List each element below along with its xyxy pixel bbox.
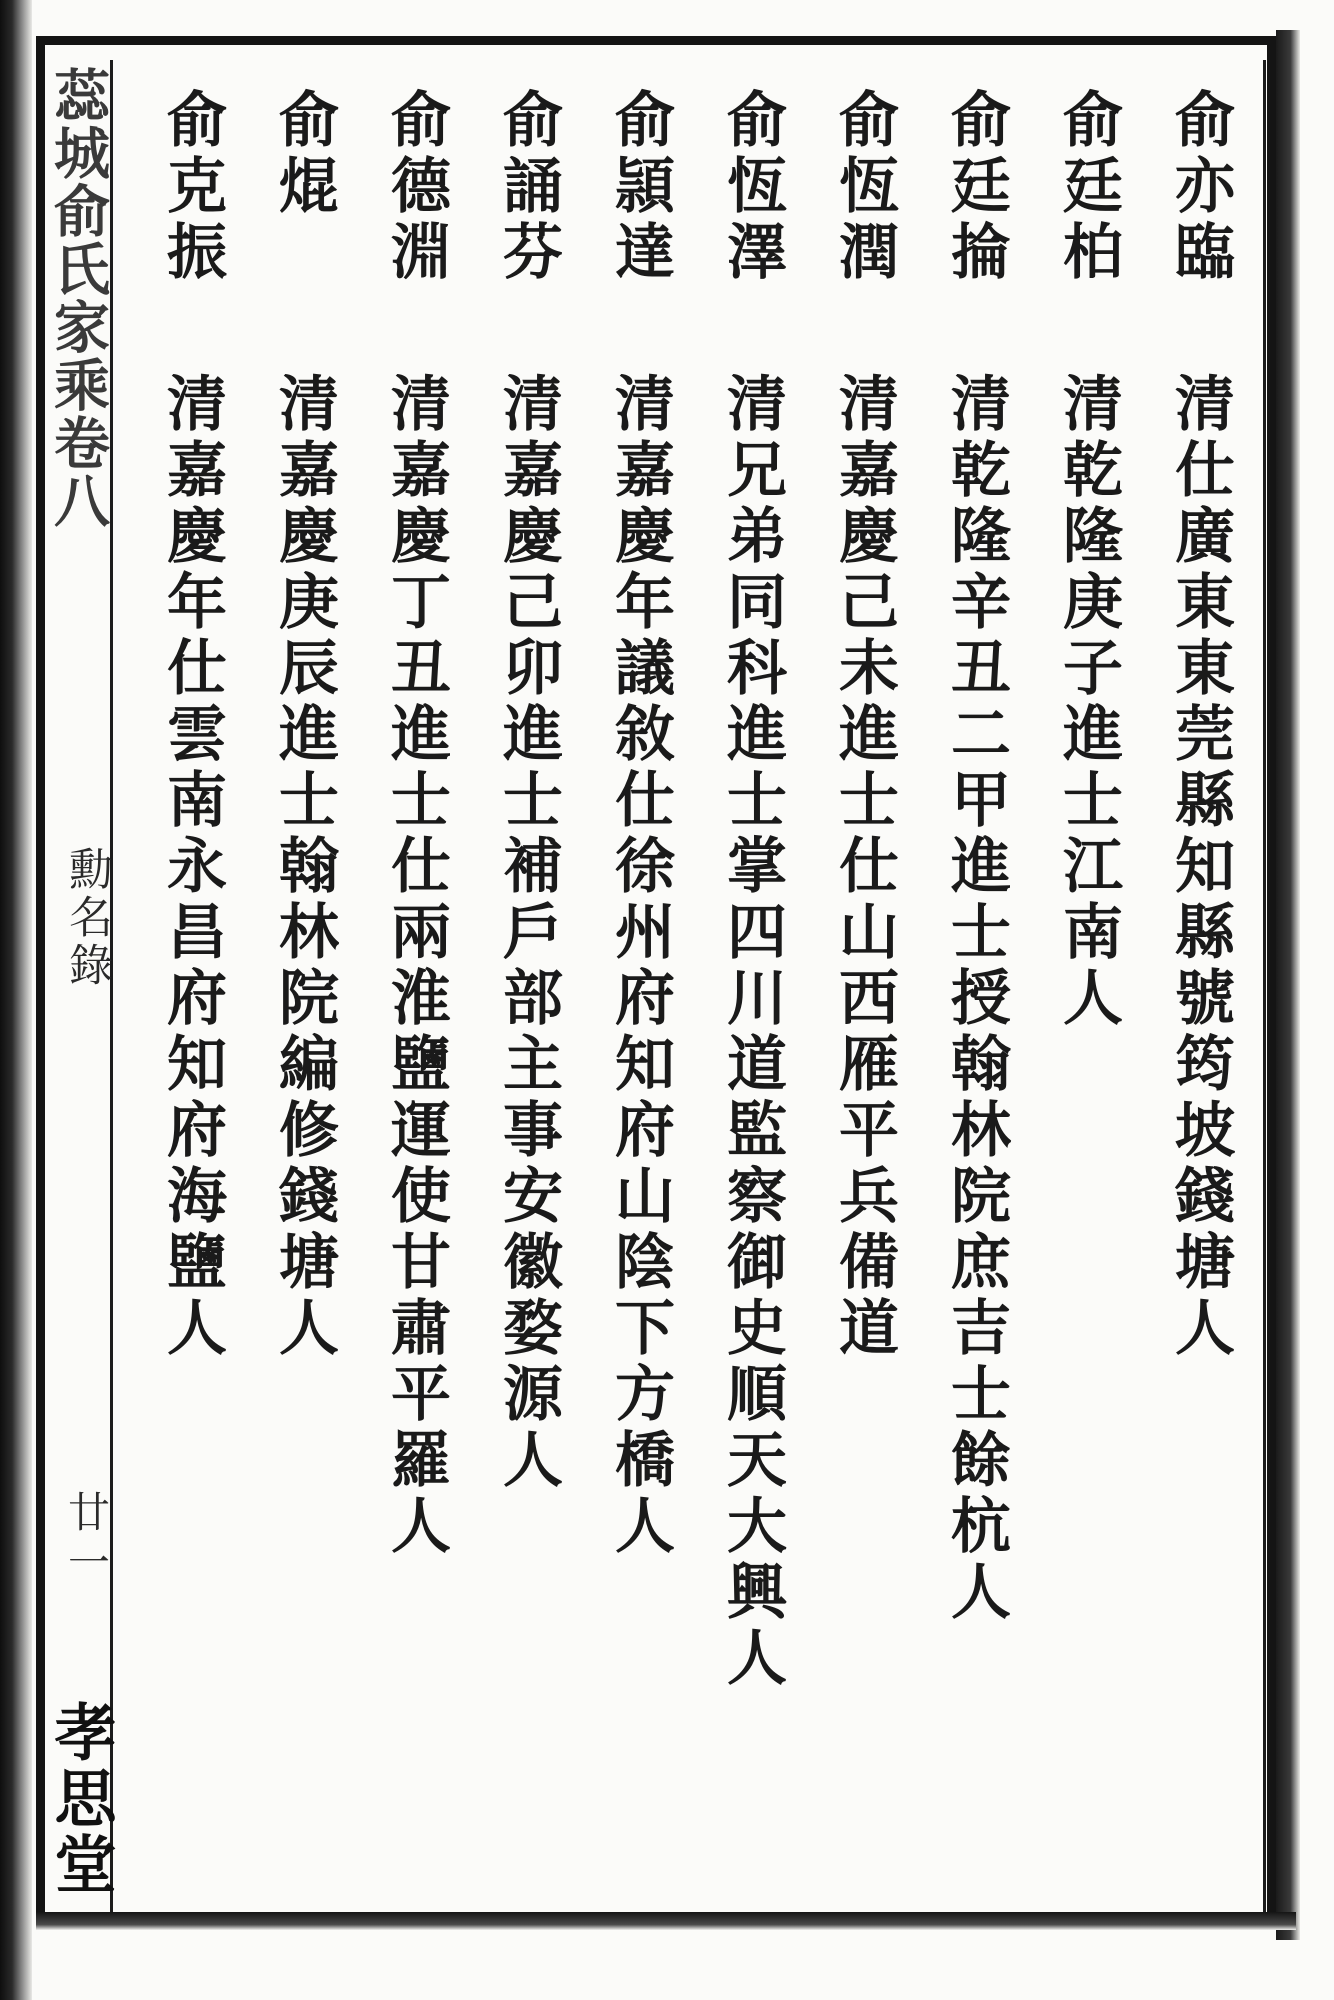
book-title: 蕊城俞氏家乘 xyxy=(45,66,111,414)
scan-gutter xyxy=(0,0,32,2000)
entry-name: 俞克振 xyxy=(157,88,227,286)
entry-description: 清嘉慶年仕雲南永昌府知府海鹽人 xyxy=(157,372,227,1362)
entry-name: 俞恆澤 xyxy=(717,88,787,286)
entry-name: 俞焜 xyxy=(269,88,339,220)
entry-description: 清兄弟同科進士掌四川道監察御史順天大興人 xyxy=(717,372,787,1692)
entry-description: 清嘉慶己卯進士補戶部主事安徽婺源人 xyxy=(493,372,563,1494)
entry-description: 清嘉慶己未進士仕山西雁平兵備道 xyxy=(829,372,899,1362)
entry-description: 清乾隆辛丑二甲進士授翰林院庶吉士餘杭人 xyxy=(941,372,1011,1626)
entry-description: 清嘉慶年議敘仕徐州府知府山陰下方橋人 xyxy=(605,372,675,1560)
entry-name: 俞廷掄 xyxy=(941,88,1011,286)
entry-description: 清嘉慶庚辰進士翰林院編修錢塘人 xyxy=(269,372,339,1362)
volume-number: 卷八 xyxy=(45,414,111,530)
entry-description: 清仕廣東東莞縣知縣號筠坡錢塘人 xyxy=(1165,372,1235,1362)
entry-description: 清乾隆庚子進士江南人 xyxy=(1053,372,1123,1032)
bottom-edge xyxy=(36,1912,1296,1930)
margin-title xyxy=(38,66,118,530)
hall-name: 孝思堂 xyxy=(44,1700,117,1898)
right-edge xyxy=(1276,30,1300,1940)
entry-name: 俞頴達 xyxy=(605,88,675,286)
section-name: 勳名錄 xyxy=(61,846,112,990)
entry-description: 清嘉慶丁丑進士仕兩淮鹽運使甘肅平羅人 xyxy=(381,372,451,1560)
entry-name: 俞德淵 xyxy=(381,88,451,286)
entry-name: 俞誦芬 xyxy=(493,88,563,286)
entry-name: 俞恆潤 xyxy=(829,88,899,286)
entry-name: 俞亦臨 xyxy=(1165,88,1235,286)
page-number: 廿一 xyxy=(62,1490,111,1590)
entry-name: 俞廷柏 xyxy=(1053,88,1123,286)
